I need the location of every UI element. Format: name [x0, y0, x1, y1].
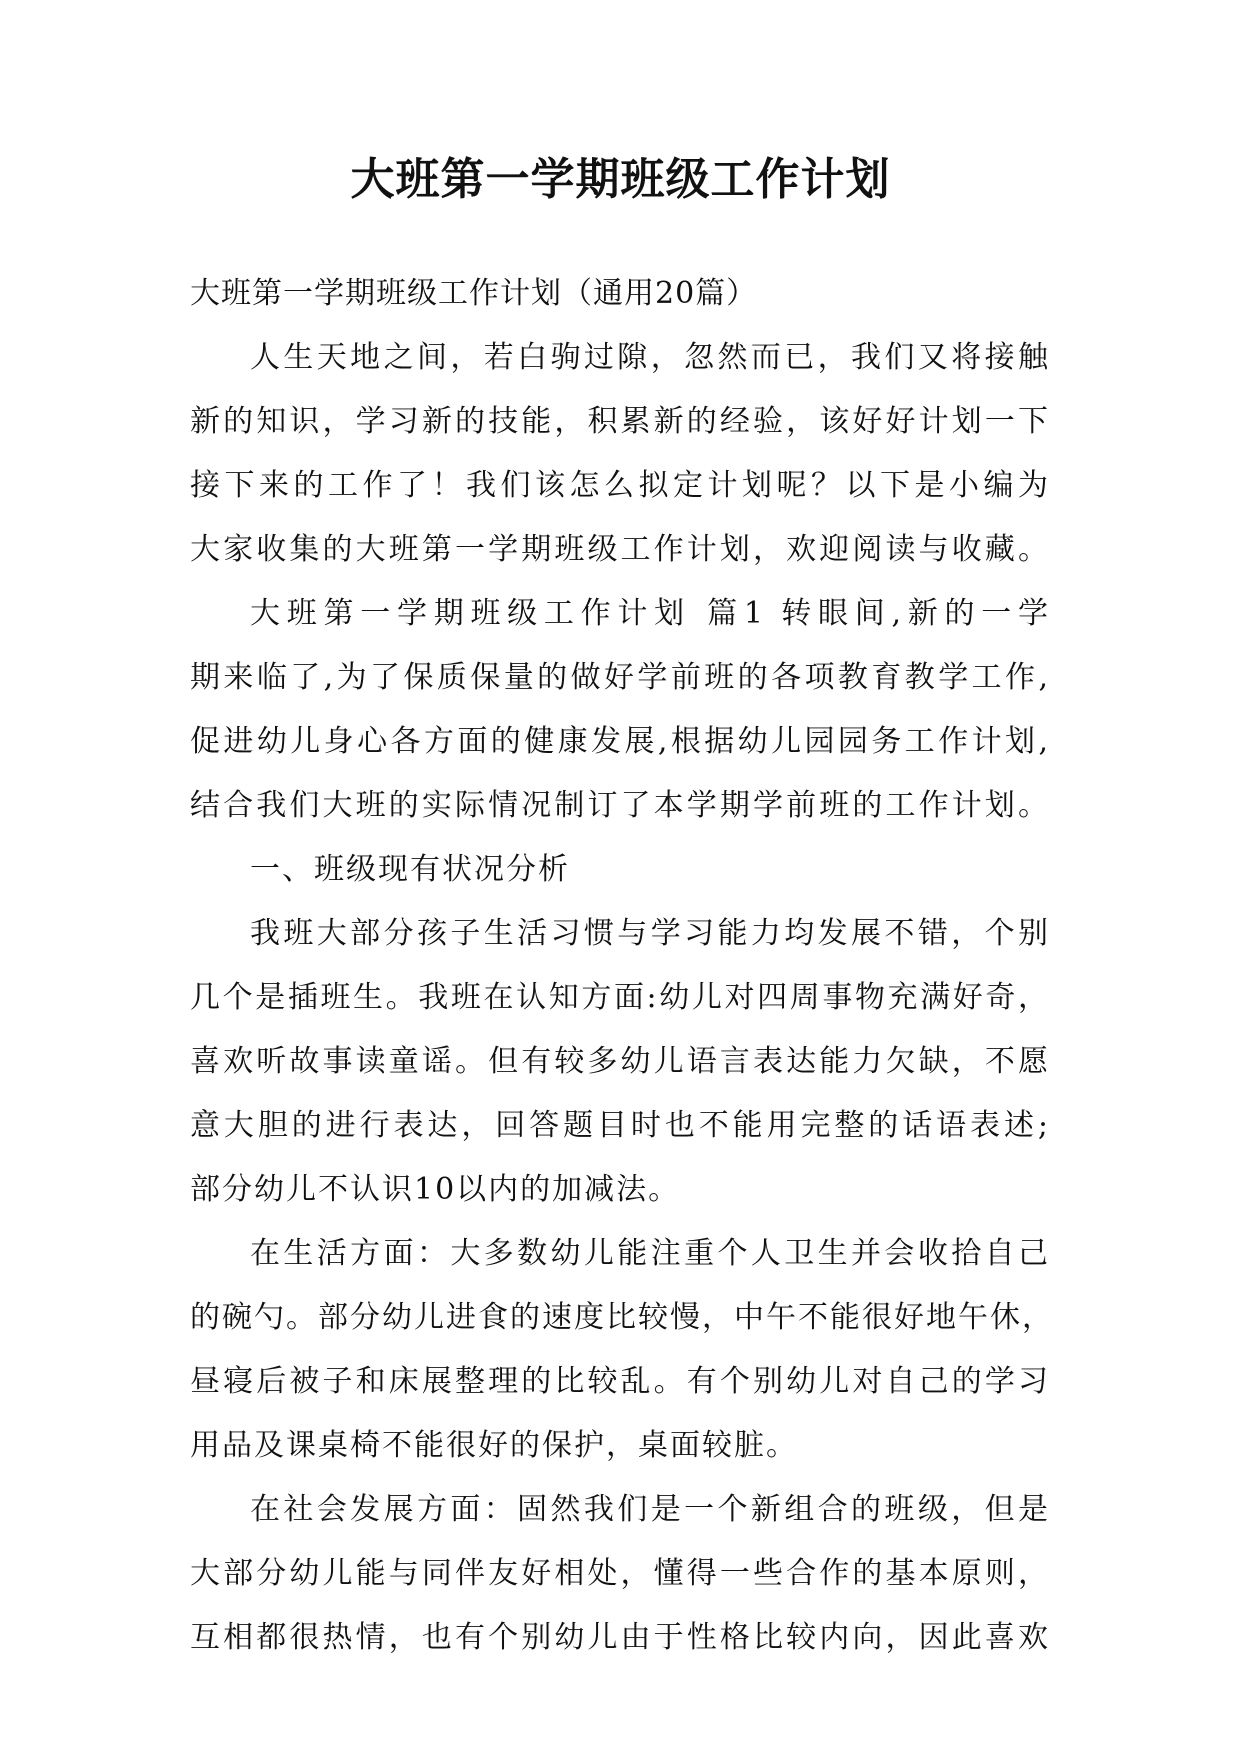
- body-line: 在社会发展方面：固然我们是一个新组合的班级，但是: [250, 1492, 1050, 1527]
- body-line: 一、班级现有状况分析: [250, 852, 570, 887]
- body-line: 大班第一学期班级工作计划（通用20篇）: [190, 276, 758, 311]
- body-line: 几个是插班生。我班在认知方面:幼儿对四周事物充满好奇，: [190, 980, 1050, 1015]
- body-line: 大家收集的大班第一学期班级工作计划，欢迎阅读与收藏。: [190, 532, 1050, 567]
- body-line: 部分幼儿不认识10以内的加减法。: [190, 1172, 681, 1207]
- body-line: 用品及课桌椅不能很好的保护，桌面较脏。: [190, 1428, 798, 1463]
- body-line: 结合我们大班的实际情况制订了本学期学前班的工作计划。: [190, 788, 1050, 823]
- body-line: 昼寝后被子和床展整理的比较乱。有个别幼儿对自己的学习: [190, 1364, 1050, 1399]
- body-line: 大部分幼儿能与同伴友好相处，懂得一些合作的基本原则，: [190, 1556, 1050, 1591]
- body-line: 互相都很热情，也有个别幼儿由于性格比较内向，因此喜欢: [190, 1620, 1050, 1655]
- body-line: 接下来的工作了！我们该怎么拟定计划呢？以下是小编为: [190, 468, 1050, 503]
- body-line: 意大胆的进行表达，回答题目时也不能用完整的话语表述;: [190, 1108, 1050, 1143]
- body-line: 在生活方面：大多数幼儿能注重个人卫生并会收拾自己: [250, 1236, 1050, 1271]
- body-line: 大班第一学期班级工作计划 篇1 转眼间,新的一学: [250, 596, 1050, 631]
- body-line: 期来临了,为了保质保量的做好学前班的各项教育教学工作,: [190, 660, 1050, 695]
- body-line: 我班大部分孩子生活习惯与学习能力均发展不错，个别: [250, 916, 1050, 951]
- document-title: 大班第一学期班级工作计划: [350, 154, 891, 205]
- body-line: 人生天地之间，若白驹过隙，忽然而已，我们又将接触: [250, 340, 1050, 375]
- document-body: [190, 262, 1054, 1670]
- body-line: 喜欢听故事读童谣。但有较多幼儿语言表达能力欠缺，不愿: [190, 1044, 1050, 1079]
- body-line: 的碗勺。部分幼儿进食的速度比较慢，中午不能很好地午休，: [190, 1300, 1054, 1335]
- body-line: 新的知识，学习新的技能，积累新的经验，该好好计划一下: [190, 404, 1050, 439]
- body-line: 促进幼儿身心各方面的健康发展,根据幼儿园园务工作计划,: [190, 724, 1050, 759]
